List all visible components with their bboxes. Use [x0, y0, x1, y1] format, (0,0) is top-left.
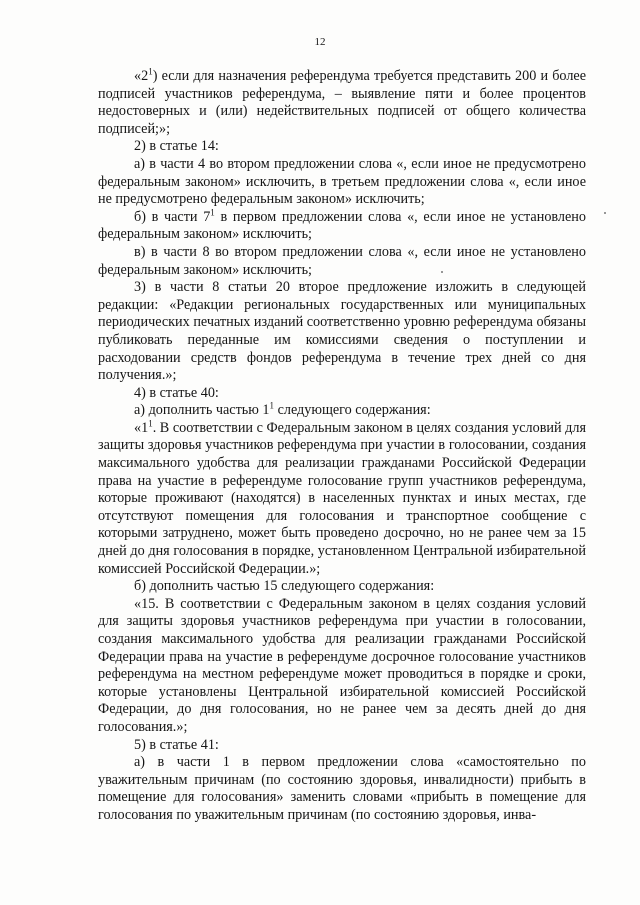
- document-body: [98, 68, 586, 825]
- paragraph-1: «$2^1$) если для назначения референдума требуется представить 200 и более подписей участников референдума, – выявление пяти и более процентов недостоверных и (или) недействительных подписей от общего количества подписей;»;: [98, 66, 586, 137]
- scan-speck: [441, 271, 443, 273]
- paragraph-5: в) в части 8 во втором предложении слова «, если иное не установлено федеральным законом» исключить;: [98, 243, 586, 278]
- paragraph-6: 3) в части 8 статьи 20 второе предложение изложить в следующей редакции: «Редакции региональных государственных или муниципальных периодических печатных изданий соответственно уровню референдума обязаны публиковать переданные им комиссиями сведения о поступлении и расходовании средств фондов референдума в течение трех дней со дня получения.»;: [98, 279, 586, 384]
- paragraph-11: «15. В соответствии с Федеральным законом в целях создания условий для защиты здоровья участников референдума при участии в голосовании, создания максимального удобства для реализации гражданами Российской Федерации права на участие в референдуме досрочное голосование участников референдума на местном референдуме может проводиться в порядке и сроки, которые установлены Центральной избирательной комиссией Российской Федерации, до дня голосования, но не ранее чем за десять дней до дня голосования.»;: [98, 595, 586, 735]
- paragraph-2: 2) в статье 14:: [134, 138, 219, 155]
- paragraph-4: б) в части $7^1$ в первом предложении слова «, если иное не установлено федеральным законом» исключить;: [98, 207, 586, 243]
- paragraph-10: б) дополнить частью 15 следующего содержания:: [134, 578, 435, 595]
- paragraph-8: а) дополнить частью $1^1$ следующего содержания:: [134, 400, 431, 419]
- paragraph-3: а) в части 4 во втором предложении слова «, если иное не предусмотрено федеральным законом» исключить, в третьем предложении слова «, если иное не предусмотрено федеральным законом» исключить;: [98, 155, 586, 208]
- paragraph-9: «$1^1$. В соответствии с Федеральным законом в целях создания условий для защиты здоровья участников референдума при участии в голосовании, создания максимального удобства для реализации гражданами Российской Федерации права на участие в референдуме голосование групп участников референдума, которые проживают (находятся) в населенных пунктах и иных местах, где отсутствуют помещения для голосования и транспортное сообщение с которыми затруднено, может быть проведено досрочно, но не ранее чем за 15 дней до дня голосования в порядке, установленном Центральной избирательной комиссией Российской Федерации.»;: [98, 418, 586, 577]
- scan-speck: [604, 212, 606, 214]
- paragraph-7: 4) в статье 40:: [134, 384, 219, 401]
- paragraph-13: а) в части 1 в первом предложении слова «самостоятельно по уважительным причинам (по состоянию здоровья, инвалидности) прибыть в помещение для голосования» заменить словами «прибыть в помещение для голосования по уважительным причинам (по состоянию здоровья, инва-: [98, 754, 586, 823]
- page-number: 12: [314, 36, 326, 48]
- paragraph-12: 5) в статье 41:: [134, 736, 219, 753]
